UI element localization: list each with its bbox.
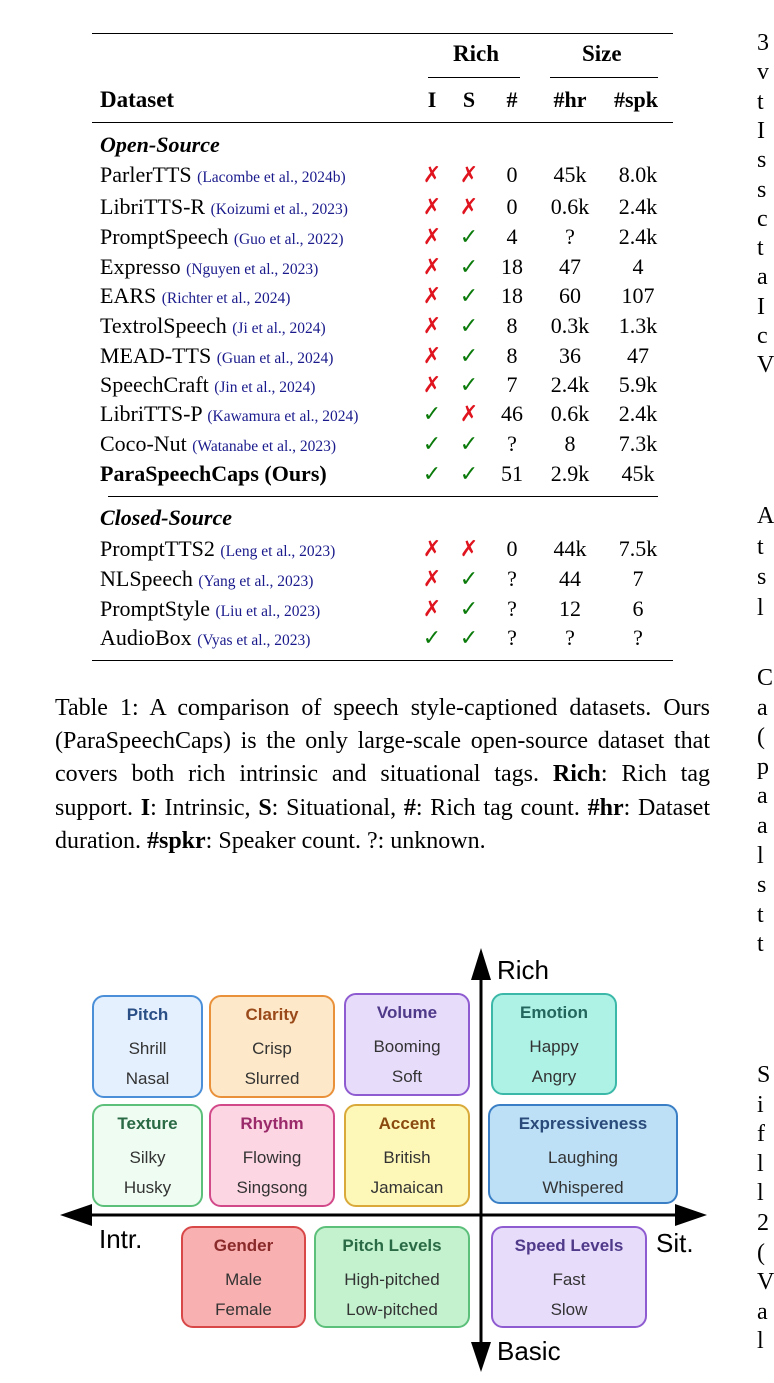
dataset-label: PromptSpeech [100,224,229,249]
cell-hr: 60 [559,283,581,308]
tag-box-accent [344,1104,470,1207]
right-column-line: I [757,117,765,144]
cell-spk: 45k [621,461,655,486]
caption-bold-term: #hr [587,794,624,821]
citation-link[interactable]: (Nguyen et al., 2023) [186,261,319,278]
tag-box-expressiveness [488,1104,678,1204]
right-column-line: t [757,235,764,262]
citation-link[interactable]: (Koizumi et al., 2023) [210,201,348,218]
cell-s: ✓ [459,254,479,279]
caption-bold-term: S [258,794,272,821]
dataset-label: AudioBox [100,625,192,650]
tag-example: British [383,1148,431,1167]
cell-spk: 7.3k [618,431,658,456]
section-title: Open-Source [100,132,220,157]
cell-i: ✗ [422,224,442,249]
tag-example: Fast [552,1270,586,1289]
header-spk: #spk [613,87,659,112]
cell-i: ✓ [422,401,442,426]
cell-s: ✓ [459,596,479,621]
tag-box-gender [181,1226,306,1328]
caption-bold-term: #spkr [146,827,206,854]
cell-spk: 8.0k [618,162,658,187]
right-column-line: t [757,931,764,958]
tag-category: Emotion [520,1003,588,1022]
cell-n: ? [507,625,517,650]
cell-hr: 2.9k [550,461,590,486]
tag-example: Soft [391,1067,423,1086]
right-column-line: p [757,753,769,780]
tag-example: Singsong [236,1178,308,1197]
tag-category: Expressiveness [518,1114,648,1133]
tag-category: Pitch Levels [342,1236,442,1255]
header-i: I [427,87,437,112]
dataset-label: ParaSpeechCaps (Ours) [100,461,327,486]
tag-example: Husky [123,1178,172,1197]
right-column-line: t [757,901,764,928]
section-title: Closed-Source [100,505,232,530]
tag-category: Texture [117,1114,178,1133]
right-column-line: 3 [757,30,769,56]
header-size: Size [582,41,622,66]
cell-s: ✗ [459,194,479,219]
axis-label-rich: Rich [497,955,550,985]
tag-category: Accent [378,1114,436,1133]
header-rich: Rich [453,41,499,66]
right-column-line: t [757,533,764,560]
cell-hr: 44 [559,566,581,591]
cell-s: ✗ [459,162,479,187]
dataset-label: Expresso [100,254,181,279]
cell-n: 18 [501,254,523,279]
caption-text: : Situational, [271,794,404,821]
right-column-line: v [757,59,769,86]
cell-spk: 2.4k [618,401,658,426]
cell-n: ? [507,431,517,456]
cell-spk: 6 [632,596,644,621]
cell-i: ✗ [422,566,442,591]
tag-example: Nasal [125,1069,170,1088]
right-column-line: i [757,1091,764,1118]
citation-link[interactable]: (Kawamura et al., 2024) [207,408,359,425]
citation-link[interactable]: (Vyas et al., 2023) [197,632,311,649]
right-column-line: l [757,1328,764,1355]
tag-example: Shrill [128,1039,167,1058]
right-column-line: V [757,352,774,379]
caption-text: : Dataset duration. [55,794,710,854]
cell-hr: 12 [559,596,581,621]
cell-i: ✓ [422,625,442,650]
cell-i: ✗ [422,254,442,279]
cell-s: ✗ [459,401,479,426]
cell-spk: 1.3k [618,313,658,338]
header-hr: #hr [553,87,587,112]
cell-hr: 8 [564,431,576,456]
cell-hr: 47 [559,254,581,279]
tag-example: Slurred [244,1069,300,1088]
cell-n: 8 [506,343,518,368]
tag-example: Male [225,1270,262,1289]
right-column-line: a [757,1298,768,1325]
tag-example: High-pitched [344,1270,440,1289]
caption-text: Table 1: A comparison of speech style-captioned datasets. Ours (ParaSpeechCaps) is the only large-scale open-source dataset that covers both rich intrinsic and situational tags. [55,695,710,788]
axis-label-intrinsic: Intr. [99,1224,143,1254]
citation-link[interactable]: (Richter et al., 2024) [161,290,291,307]
cell-s: ✓ [459,343,479,368]
cell-hr: 45k [553,162,587,187]
tag-example: Female [215,1300,272,1319]
tag-category: Volume [376,1003,438,1022]
cell-s: ✓ [459,372,479,397]
cell-n: 18 [501,283,523,308]
tag-box-texture [92,1104,203,1207]
right-column-line: ( [757,724,765,751]
dataset-label: Coco-Nut [100,431,187,456]
dataset-label: PromptStyle [100,596,211,621]
dataset-label: TextrolSpeech [100,313,227,338]
tag-box-emotion [491,993,617,1095]
cell-spk: 47 [627,343,649,368]
dataset-label: PromptTTS2 [100,536,215,561]
tag-box-speed-levels [491,1226,647,1328]
dataset-label: ParlerTTS [100,162,192,187]
cell-i: ✗ [422,536,442,561]
right-column-line: V [757,1269,774,1296]
caption-bold-term: Rich [552,761,601,788]
cell-i: ✓ [422,431,442,456]
cell-i: ✗ [422,343,442,368]
tag-category: Rhythm [240,1114,304,1133]
cell-hr: ? [565,224,575,249]
citation-link[interactable]: (Ji et al., 2024) [232,320,326,337]
citation-link[interactable]: (Jin et al., 2024) [214,379,316,396]
tag-example: Low-pitched [346,1300,438,1319]
cell-s: ✓ [459,431,479,456]
cell-spk: 7.5k [618,536,658,561]
cell-i: ✗ [422,596,442,621]
cell-n: 7 [506,372,518,397]
right-column-line: l [757,1180,764,1207]
caption-text: : Intrinsic, [150,794,259,821]
tag-category: Gender [213,1236,274,1255]
cell-n: 0 [506,536,518,561]
right-column-line: s [757,872,767,899]
cell-hr: 44k [553,536,587,561]
cell-spk: 4 [632,254,644,279]
cell-spk: 107 [621,283,655,308]
dataset-label: MEAD-TTS [100,343,212,368]
tag-example: Happy [529,1037,579,1056]
cell-hr: 2.4k [550,372,590,397]
cell-n: 8 [506,313,518,338]
tag-box-volume [344,993,470,1096]
tag-example: Whispered [542,1178,624,1197]
tag-category: Pitch [126,1005,169,1024]
citation-link[interactable]: (Guan et al., 2024) [216,350,334,367]
cell-s: ✓ [459,625,479,650]
tag-category: Clarity [245,1005,299,1024]
right-column-line: a [757,813,768,839]
cell-spk: 2.4k [618,224,658,249]
tag-example: Laughing [548,1148,618,1167]
cell-n: 46 [501,401,523,426]
dataset-label: LibriTTS-P [100,401,202,426]
dataset-label: SpeechCraft [100,372,209,397]
tag-example: Flowing [242,1148,302,1167]
tag-example: Jamaican [370,1178,444,1197]
cell-s: ✓ [459,313,479,338]
tag-example: Slow [550,1300,588,1319]
caption-text: : Rich tag count. [415,794,588,821]
cell-s: ✓ [459,461,479,486]
tag-box-clarity [209,995,335,1098]
cell-n: ? [507,596,517,621]
right-column-line: l [757,842,764,869]
cell-hr: 36 [559,343,581,368]
cell-i: ✗ [422,372,442,397]
cell-n: 0 [506,162,518,187]
right-column-line: s [757,564,767,590]
right-column-line: s [757,147,767,174]
header-count: # [506,87,518,112]
right-column-line: C [757,665,774,691]
tag-example: Crisp [252,1039,292,1058]
citation-link[interactable]: (Yang et al., 2023) [198,573,314,590]
cell-hr: 0.3k [550,313,590,338]
cell-i: ✗ [422,283,442,308]
right-column-line: ( [757,1239,765,1266]
right-column-line: a [757,694,768,721]
cell-hr: 0.6k [550,194,590,219]
cell-s: ✓ [459,566,479,591]
citation-link[interactable]: (Guo et al., 2022) [233,231,344,248]
cell-i: ✓ [422,461,442,486]
header-dataset: Dataset [100,87,175,112]
axis-label-basic: Basic [497,1336,561,1366]
right-column-line: a [757,264,768,291]
cell-hr: ? [565,625,575,650]
cell-spk: 5.9k [618,372,658,397]
caption-text: : Rich tag support. [55,761,710,821]
cell-s: ✓ [459,224,479,249]
cell-spk: 7 [632,566,644,591]
cell-n: ? [507,566,517,591]
cell-i: ✗ [422,162,442,187]
cell-spk: ? [633,625,643,650]
dataset-label: LibriTTS-R [100,194,206,219]
tag-box-pitch [92,995,203,1098]
cell-n: 51 [501,461,523,486]
right-column-line: 2 [757,1210,769,1236]
tag-box-rhythm [209,1104,335,1207]
caption-text: : Speaker count. ?: unknown. [205,827,486,854]
right-column-line: f [757,1121,765,1148]
cell-s: ✗ [459,536,479,561]
right-column-line: c [757,323,768,349]
cell-n: 4 [506,224,518,249]
tag-box-pitch-levels [314,1226,470,1328]
right-column-line: a [757,783,768,810]
dataset-label: NLSpeech [100,566,193,591]
cell-spk: 2.4k [618,194,658,219]
cell-n: 0 [506,194,518,219]
caption-bold-term: I [140,794,151,821]
citation-link[interactable]: (Lacombe et al., 2024b) [197,169,346,186]
right-column-line: I [757,293,765,320]
right-column-line: s [757,176,767,203]
header-s: S [462,87,476,112]
right-column-line: l [757,594,764,621]
tag-example: Silky [129,1148,166,1167]
tag-example: Angry [531,1067,577,1086]
dataset-label: EARS [100,283,157,308]
right-column-line: l [757,1150,764,1177]
citation-link[interactable]: (Leng et al., 2023) [220,543,336,560]
axis-label-situational: Sit. [656,1228,694,1258]
citation-link[interactable]: (Watanabe et al., 2023) [192,438,337,455]
cell-i: ✗ [422,313,442,338]
caption-bold-term: # [403,794,416,821]
citation-link[interactable]: (Liu et al., 2023) [215,603,321,620]
right-column-line: c [757,205,768,232]
tag-example: Booming [373,1037,441,1056]
tag-category: Speed Levels [514,1236,624,1255]
right-column-line: A [757,503,774,529]
right-column-line: t [757,88,764,115]
cell-s: ✓ [459,283,479,308]
right-column-line: S [757,1062,771,1088]
cell-i: ✗ [422,194,442,219]
cell-hr: 0.6k [550,401,590,426]
